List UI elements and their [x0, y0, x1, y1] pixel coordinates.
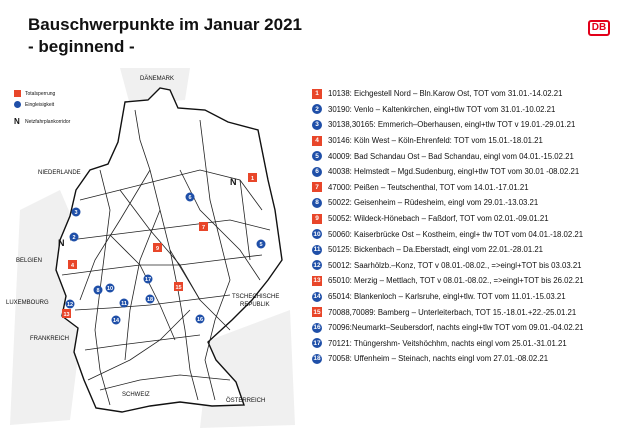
marker-13-num: 13 — [63, 312, 70, 318]
label-austria: ÖSTERREICH — [226, 398, 266, 404]
site-description: 40038: Helmstedt – Mgd.Sudenburg, eingl+tlw TOT vom 30.01 -08.02.21 — [328, 167, 580, 177]
site-description: 50060: Kaiserbrücke Ost – Kostheim, eingl+ tlw TOT vom 04.01.-18.02.21 — [328, 229, 584, 239]
label-denmark: DÄNEMARK — [140, 76, 175, 82]
site-description: 70121: Thüngershm- Veitshöchhm, nachts eingl vom 25.01.-31.01.21 — [328, 338, 567, 348]
single-track-circle-icon: 6 — [312, 167, 322, 177]
site-description: 70088,70089: Bamberg – Unterleiterbach, TOT 15.-18.01.+22.-25.01.21 — [328, 307, 577, 317]
site-list-item — [312, 117, 584, 133]
marker-8-num: 8 — [96, 288, 100, 294]
marker-3-num: 3 — [74, 210, 78, 216]
site-list-item — [312, 273, 584, 289]
marker-18-num: 18 — [146, 297, 154, 303]
marker-16-num: 16 — [196, 317, 204, 323]
site-description: 30190: Venlo – Kaltenkirchen, eingl+tlw TOT vom 31.01.-10.02.21 — [328, 104, 556, 114]
site-list-item — [312, 226, 584, 242]
marker-6-num: 6 — [188, 195, 192, 201]
page-title — [28, 14, 302, 58]
n-marker: N — [58, 238, 65, 248]
marker-12 — [66, 300, 75, 309]
marker-7 — [199, 222, 208, 231]
single-track-circle-icon: 11 — [313, 246, 321, 254]
site-description: 40009: Bad Schandau Ost – Bad Schandau, eingl vom 04.01.-15.02.21 — [328, 151, 574, 161]
marker-17-num: 17 — [144, 277, 152, 283]
site-list-item — [312, 258, 584, 274]
site-list-item — [312, 133, 584, 149]
site-description: 50052: Wildeck-Hönebach – Faßdorf, TOT vom 02.01.-09.01.21 — [328, 214, 549, 224]
single-track-circle-icon: 18 — [313, 355, 321, 363]
marker-17 — [144, 275, 153, 284]
closure-square-icon: 1 — [312, 89, 322, 99]
site-list-item — [312, 180, 584, 196]
single-track-circle-icon: 2 — [312, 104, 322, 114]
site-list-item — [312, 102, 584, 118]
label-france: FRANKREICH — [30, 336, 70, 342]
label-belgium: BELGIEN — [16, 258, 43, 264]
marker-15 — [174, 282, 183, 291]
single-track-circle-icon: 5 — [312, 151, 322, 161]
marker-4-num: 4 — [70, 263, 75, 269]
marker-14 — [112, 316, 121, 325]
label-luxembourg: LUXEMBOURG — [6, 300, 49, 306]
db-logo: DB — [588, 20, 610, 36]
site-list-item — [312, 148, 584, 164]
marker-11-num: 11 — [121, 301, 127, 307]
marker-2-num: 2 — [72, 235, 76, 241]
marker-9-num: 9 — [155, 246, 160, 252]
marker-10-num: 10 — [106, 286, 114, 292]
marker-5 — [257, 240, 266, 249]
single-track-circle-icon: 10 — [313, 230, 321, 238]
germany-rail-map — [0, 60, 300, 430]
marker-12-num: 12 — [66, 302, 74, 308]
marker-11 — [120, 299, 129, 308]
site-list-item — [312, 304, 584, 320]
title-line-1: Bauschwerpunkte im Januar 2021 — [28, 15, 303, 34]
site-description: 70058: Uffenheim – Steinach, nachts eingl vom 27.01.-08.02.21 — [328, 354, 549, 364]
closure-square-icon: 13 — [313, 277, 321, 285]
site-list-item — [312, 86, 584, 102]
marker-2 — [70, 233, 79, 242]
label-czech-2: REPUBLIK — [240, 302, 270, 308]
site-list-item — [312, 351, 584, 367]
site-list-item — [312, 320, 584, 336]
site-description: 50125: Bickenbach – Da.Eberstadt, eingl vom 22.01.-28.01.21 — [328, 245, 543, 255]
site-description: 50012: Saarhölzb.–Konz, TOT v 08.01.-08.02., =>eingl+TOT bis 03.03.21 — [328, 260, 582, 270]
site-description: 10138: Eichgestell Nord – Bln.Karow Ost, TOT vom 31.01.-14.02.21 — [328, 89, 563, 99]
site-description: 70096:Neumarkt–Seubersdorf, nachts eingl+tlw TOT vom 09.01.-04.02.21 — [328, 323, 584, 333]
site-description: 65010: Merzig – Mettlach, TOT v 08.01.-08.02., =>eingl+TOT bis 26.02.21 — [328, 276, 584, 286]
marker-5-num: 5 — [259, 242, 263, 248]
legend-night-corridor-label: Netzfahrplankorridor — [25, 118, 71, 125]
site-list-item — [312, 211, 584, 227]
title-line-2: - beginnend - — [28, 37, 135, 56]
single-track-circle-icon: 8 — [312, 198, 322, 208]
site-description: 30138,30165: Emmerich–Oberhausen, eingl+tlw TOT v 19.01.-29.01.21 — [328, 120, 576, 130]
legend-single-track-label: Eingleisigkeit — [25, 101, 55, 108]
label-netherlands: NIEDERLANDE — [38, 170, 81, 176]
site-list-item — [312, 336, 584, 352]
marker-8 — [94, 286, 103, 295]
marker-13 — [62, 309, 71, 318]
site-description: 50022: Geisenheim – Rüdesheim, eingl vom 29.01.-13.03.21 — [328, 198, 539, 208]
marker-14-num: 14 — [112, 318, 120, 324]
label-czech-1: TSCHECHISCHE — [232, 294, 280, 300]
site-description: 65014: Blankenloch – Karlsruhe, eingl+tlw. TOT vom 11.01.-15.03.21 — [328, 292, 566, 302]
site-description: 47000: Peißen – Teutschenthal, TOT vom 14.01.-17.01.21 — [328, 182, 529, 192]
marker-16 — [196, 315, 205, 324]
marker-1-num: 1 — [250, 176, 255, 182]
marker-3 — [72, 208, 81, 217]
legend-closure-label: Totalsperrung — [25, 90, 56, 97]
single-track-circle-icon: 16 — [313, 324, 321, 332]
single-track-circle-icon: 12 — [313, 261, 321, 269]
label-switzerland: SCHWEIZ — [122, 392, 150, 398]
marker-10 — [106, 284, 115, 293]
site-list-item — [312, 242, 584, 258]
single-track-circle-icon: 17 — [313, 339, 321, 347]
marker-18 — [146, 295, 155, 304]
marker-1 — [248, 173, 257, 182]
site-list-item — [312, 289, 584, 305]
marker-9 — [153, 243, 162, 252]
closure-square-icon: 7 — [312, 182, 322, 192]
marker-4 — [68, 260, 77, 269]
n-symbol: N — [14, 117, 20, 126]
site-description: 30146: Köln West – Köln-Ehrenfeld: TOT vom 15.01.-18.01.21 — [328, 136, 543, 146]
single-track-circle-icon: 3 — [312, 120, 322, 130]
site-list-item — [312, 164, 584, 180]
site-list-item — [312, 195, 584, 211]
marker-6 — [186, 193, 195, 202]
construction-site-list — [312, 86, 584, 367]
closure-square-icon: 9 — [312, 214, 322, 224]
closure-square-icon: 4 — [312, 136, 322, 146]
marker-7-num: 7 — [201, 225, 206, 231]
single-track-circle-icon: 14 — [313, 293, 321, 301]
closure-square-icon: 15 — [313, 308, 321, 316]
n-marker: N — [230, 177, 237, 187]
marker-15-num: 15 — [175, 285, 182, 291]
